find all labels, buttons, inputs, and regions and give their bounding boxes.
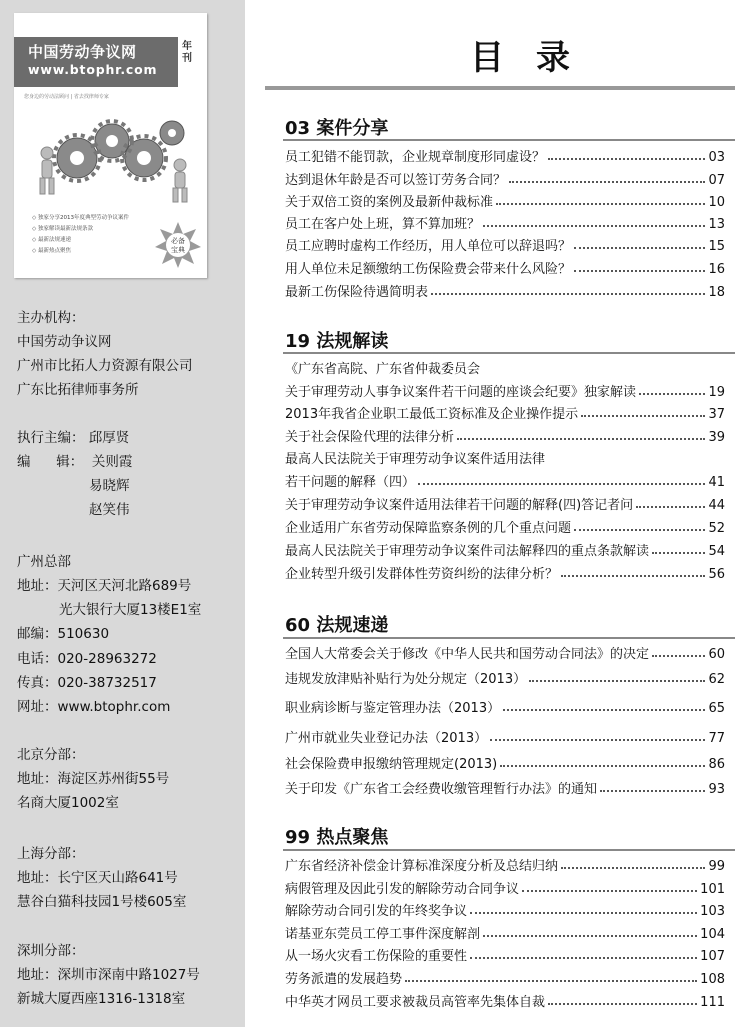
toc-entry-page: 101 xyxy=(700,882,725,897)
toc-entry-title: 广东省经济补偿金计算标准深度分析及总结归纳 xyxy=(285,859,559,874)
toc-entry[interactable] xyxy=(285,694,725,716)
dot-leader xyxy=(636,506,705,508)
toc-entry[interactable] xyxy=(285,920,725,942)
cover-bullet: ◇ 最新热点聚焦 xyxy=(32,248,71,254)
sponsor-name: 中国劳动争议网 xyxy=(17,334,112,350)
toc-entry[interactable] xyxy=(285,355,725,377)
section-title: 99 热点聚焦 xyxy=(285,827,389,848)
toc-entry-title: 职业病诊断与鉴定管理办法（2013） xyxy=(285,701,501,716)
dot-leader xyxy=(529,680,705,682)
toc-entry-title: 企业适用广东省劳动保障监察条例的几个重点问题 xyxy=(285,521,572,536)
toc-entry[interactable] xyxy=(285,255,725,277)
toc-entry-title: 从一场火灾看工伤保险的重要性 xyxy=(285,949,468,964)
toc-entry-page: 07 xyxy=(708,173,725,188)
toc-entry-page: 37 xyxy=(708,407,725,422)
toc-entry[interactable] xyxy=(285,445,725,467)
dot-leader xyxy=(457,438,705,440)
toc-entry[interactable] xyxy=(285,210,725,232)
sidebar xyxy=(0,0,245,1027)
toc-entry-page: 60 xyxy=(708,647,725,662)
sponsor-name: 广州市比拓人力资源有限公司 xyxy=(17,358,193,374)
toc-entry[interactable] xyxy=(285,278,725,300)
toc-entry-page: 62 xyxy=(708,672,725,687)
toc-entry[interactable] xyxy=(285,942,725,964)
toc-entry-page: 108 xyxy=(700,972,725,987)
toc-entry-page: 86 xyxy=(708,757,725,772)
section-rule xyxy=(283,849,735,851)
toc-entry[interactable] xyxy=(285,988,725,1010)
editors-line: 编 辑： 关则霞 xyxy=(17,454,133,470)
dot-leader xyxy=(652,552,705,554)
toc-entry-title: 员工犯错不能罚款，企业规章制度形同虚设？ xyxy=(285,150,546,165)
dot-leader xyxy=(574,247,705,249)
dot-leader xyxy=(470,957,697,959)
shanghai-address-line2: 慧谷白猫科技园1号楼605室 xyxy=(17,894,187,910)
toc-entry-title: 诺基亚东莞员工停工事件深度解剖 xyxy=(285,927,481,942)
toc-entry[interactable] xyxy=(285,965,725,987)
toc-entry-title: 员工在客户处上班，算不算加班？ xyxy=(285,217,481,232)
toc-entry-title: 达到退休年龄是否可以签订劳务合同？ xyxy=(285,173,507,188)
beijing-address: 地址：海淀区苏州街55号 xyxy=(17,771,170,787)
toc-entry-page: 56 xyxy=(708,567,725,582)
toc-entry[interactable] xyxy=(285,468,725,490)
toc-entry[interactable] xyxy=(285,491,725,513)
toc-entry-page: 10 xyxy=(708,195,725,210)
toc-entry-page: 103 xyxy=(700,904,725,919)
magazine-cover xyxy=(14,13,207,278)
toc-entry-title: 全国人大常委会关于修改《中华人民共和国劳动合同法》的决定 xyxy=(285,647,650,662)
dot-leader xyxy=(639,393,705,395)
toc-entry-title: 《广东省高院、广东省仲裁委员会 xyxy=(285,362,481,377)
toc-entry-page: 65 xyxy=(708,701,725,716)
dot-leader xyxy=(600,790,705,792)
dot-leader xyxy=(561,575,705,577)
toc-entry[interactable] xyxy=(285,775,725,797)
cover-bullet-list xyxy=(32,213,129,257)
toc-entry[interactable] xyxy=(285,514,725,536)
sponsor-name: 广东比拓律师事务所 xyxy=(17,382,139,398)
gears-illustration xyxy=(32,103,192,208)
toc-entry-title: 关于印发《广东省工会经费收缴管理暂行办法》的通知 xyxy=(285,782,598,797)
toc-entry-page: 15 xyxy=(708,239,725,254)
toc-entry-page: 107 xyxy=(700,949,725,964)
toc-entry-title: 关于社会保险代理的法律分析 xyxy=(285,430,455,445)
toc-entry[interactable] xyxy=(285,400,725,422)
toc-entry[interactable] xyxy=(285,537,725,559)
toc-entry[interactable] xyxy=(285,897,725,919)
toc-entry-page: 03 xyxy=(708,150,725,165)
dot-leader xyxy=(509,181,705,183)
toc-entry-page: 104 xyxy=(700,927,725,942)
toc-entry[interactable] xyxy=(285,188,725,210)
guangzhou-address: 地址：天河区天河北路689号 xyxy=(17,578,192,594)
toc-entry-title: 病假管理及因此引发的解除劳动合同争议 xyxy=(285,882,520,897)
badge-line-1: 必备 xyxy=(171,237,185,245)
toc-entry-title: 劳务派遣的发展趋势 xyxy=(285,972,403,987)
toc-entry-title: 最高人民法院关于审理劳动争议案件适用法律 xyxy=(285,452,546,467)
toc-heading: 目录 xyxy=(470,38,602,78)
toc-entry[interactable] xyxy=(285,640,725,662)
toc-entry-title: 2013年我省企业职工最低工资标准及企业操作提示 xyxy=(285,407,579,422)
cover-url: www.btophr.com xyxy=(28,62,158,77)
toc-entry[interactable] xyxy=(285,875,725,897)
guangzhou-postcode: 邮编：510630 xyxy=(17,626,110,642)
dot-leader xyxy=(470,912,697,914)
dot-leader xyxy=(490,739,705,741)
guangzhou-phone: 电话：020-28963272 xyxy=(17,651,157,667)
toc-entry[interactable] xyxy=(285,423,725,445)
toc-entry-page: 77 xyxy=(708,731,725,746)
toc-entry-title: 社会保险费申报缴纳管理规定(2013) xyxy=(285,757,498,772)
dot-leader xyxy=(548,1003,697,1005)
dot-leader xyxy=(483,935,697,937)
dot-leader xyxy=(496,203,705,205)
section-title: 03 案件分享 xyxy=(285,118,389,139)
toc-entry-page: 52 xyxy=(708,521,725,536)
cover-year-label: 年刊 xyxy=(182,41,192,64)
beijing-address-line2: 名商大厦1002室 xyxy=(17,795,119,811)
dot-leader xyxy=(418,483,705,485)
cover-tagline: 您身边的劳动法顾问 | 省去找律师专家 xyxy=(24,94,109,100)
cover-bullet: ◇ 独家分享2013年度典型劳动争议案件 xyxy=(32,215,129,221)
toc-entry-title: 违规发放津贴补贴行为处分规定（2013） xyxy=(285,672,527,687)
cover-site-name: 中国劳动争议网 xyxy=(28,43,137,61)
toc-entry[interactable] xyxy=(285,166,725,188)
dot-leader xyxy=(581,415,705,417)
shanghai-address: 地址：长宁区天山路641号 xyxy=(17,870,178,886)
toc-entry[interactable] xyxy=(285,560,725,582)
toc-entry-title: 关于双倍工资的案例及最新仲裁标准 xyxy=(285,195,494,210)
toc-entry-title: 企业转型升级引发群体性劳资纠纷的法律分析？ xyxy=(285,567,559,582)
dot-leader xyxy=(522,890,697,892)
dot-leader xyxy=(431,293,705,295)
dot-leader xyxy=(574,529,705,531)
toc-entry-page: 16 xyxy=(708,262,725,277)
website: 网址：www.btophr.com xyxy=(17,699,171,715)
dot-leader xyxy=(548,158,705,160)
toc-entry-page: 41 xyxy=(708,475,725,490)
toc-entry[interactable] xyxy=(285,665,725,687)
toc-entry-page: 44 xyxy=(708,498,725,513)
guangzhou-fax: 传真：020-38732517 xyxy=(17,675,157,691)
toc-heading-rule xyxy=(265,86,735,90)
shenzhen-branch-title: 深圳分部： xyxy=(17,943,85,959)
toc-entry-page: 13 xyxy=(708,217,725,232)
sponsor-label: 主办机构： xyxy=(17,310,85,326)
section-title: 60 法规速递 xyxy=(285,615,389,636)
toc-entry-page: 54 xyxy=(708,544,725,559)
toc-entry-title: 最新工伤保险待遇简明表 xyxy=(285,285,429,300)
cover-bullet: ◇ 最新法规速递 xyxy=(32,237,71,243)
toc-entry-page: 19 xyxy=(708,385,725,400)
badge-line-2: 宝典 xyxy=(171,246,185,254)
dot-leader xyxy=(405,980,697,982)
section-rule xyxy=(283,352,735,354)
essential-badge-icon xyxy=(154,221,202,269)
guangzhou-address-line2: 光大银行大厦13楼E1室 xyxy=(59,602,202,618)
toc-entry-title: 若干问题的解释（四） xyxy=(285,475,416,490)
toc-entry-title: 最高人民法院关于审理劳动争议案件司法解释四的重点条款解读 xyxy=(285,544,650,559)
dot-leader xyxy=(652,655,705,657)
toc-entry[interactable] xyxy=(285,378,725,400)
section-rule xyxy=(283,637,735,639)
toc-entry-page: 99 xyxy=(708,859,725,874)
toc-entry-page: 18 xyxy=(708,285,725,300)
guangzhou-hq-title: 广州总部 xyxy=(17,554,71,570)
dot-leader xyxy=(500,765,705,767)
toc-entry-title: 员工应聘时虚构工作经历，用人单位可以辞退吗？ xyxy=(285,239,572,254)
dot-leader xyxy=(574,270,705,272)
editor-name: 易晓辉 xyxy=(89,478,130,494)
shenzhen-address: 地址：深圳市深南中路1027号 xyxy=(17,967,200,983)
toc-entry-title: 解除劳动合同引发的年终奖争议 xyxy=(285,904,468,919)
toc-entry[interactable] xyxy=(285,750,725,772)
dot-leader xyxy=(503,709,705,711)
toc-entry-page: 111 xyxy=(700,995,725,1010)
editor-name: 赵笑伟 xyxy=(89,502,130,518)
section-rule xyxy=(283,139,735,141)
executive-editor: 执行主编： 邱厚贤 xyxy=(17,430,130,446)
toc-entry[interactable] xyxy=(285,724,725,746)
dot-leader xyxy=(483,225,705,227)
toc-entry-title: 广州市就业失业登记办法（2013） xyxy=(285,731,488,746)
shanghai-branch-title: 上海分部： xyxy=(17,846,85,862)
toc-entry-title: 关于审理劳动人事争议案件若干问题的座谈会纪要》独家解读 xyxy=(285,385,637,400)
dot-leader xyxy=(561,867,705,869)
toc-entry-page: 93 xyxy=(708,782,725,797)
shenzhen-address-line2: 新城大厦西座1316-1318室 xyxy=(17,991,186,1007)
toc-entry-title: 用人单位未足额缴纳工伤保险费会带来什么风险？ xyxy=(285,262,572,277)
toc-entry-page: 39 xyxy=(708,430,725,445)
section-title: 19 法规解读 xyxy=(285,331,389,352)
beijing-branch-title: 北京分部： xyxy=(17,747,85,763)
toc-entry[interactable] xyxy=(285,232,725,254)
toc-entry-title: 中华英才网员工要求被裁员高管率先集体自裁 xyxy=(285,995,546,1010)
cover-bullet: ◇ 独家解读最新法规条款 xyxy=(32,226,93,232)
toc-entry[interactable] xyxy=(285,143,725,165)
toc-entry-title: 关于审理劳动争议案件适用法律若干问题的解释(四)答记者问 xyxy=(285,498,634,513)
toc-entry[interactable] xyxy=(285,852,725,874)
